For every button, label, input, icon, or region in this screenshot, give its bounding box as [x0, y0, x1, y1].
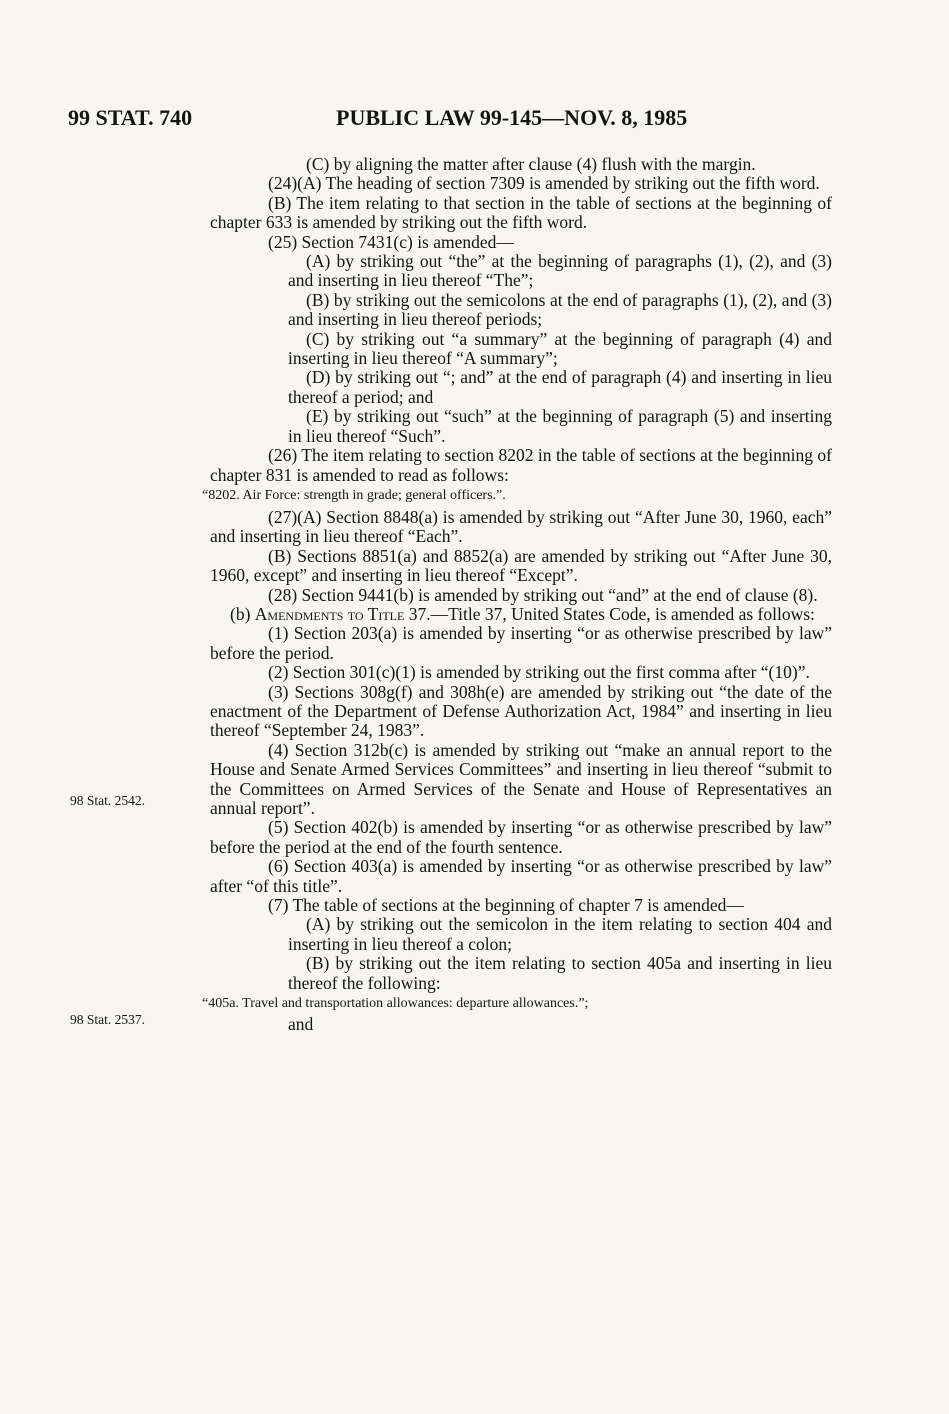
para-b3: (3) Sections 308g(f) and 308h(e) are amended by striking out “the date of the enactment of the Department of Defense Authorization Act, 1984” and inserting in lieu thereof “September 24, 1983”. — [210, 681, 832, 741]
para-25c-align: (C) by aligning the matter after clause (4) flush with the margin. — [306, 154, 756, 174]
para-b7b: (B) by striking out the item relating to section 405a and inserting in lieu thereof the following: — [288, 953, 832, 993]
para-24b: (B) The item relating to that section in the table of sections at the beginning of chapter 633 is amended by striking out the fifth word. — [210, 192, 832, 233]
para-b2: (2) Section 301(c)(1) is amended by striking out the first comma after “(10)”. — [268, 662, 810, 683]
para-28: (28) Section 9441(b) is amended by striking out “and” at the end of clause (8). — [268, 584, 818, 605]
para-25c: (C) by striking out “a summary” at the beginning of paragraph (4) and inserting in lieu thereof “A summary”; — [288, 328, 832, 369]
para-and: and — [288, 1014, 314, 1035]
para-25b: (B) by striking out the semicolons at the end of paragraphs (1), (2), and (3) and inserting in lieu thereof periods; — [288, 289, 832, 330]
para-26: (26) The item relating to section 8202 in the table of sections at the beginning of chapter 831 is amended to read as follows: — [210, 445, 832, 485]
para-24a: (24)(A) The heading of section 7309 is amended by striking out the fifth word. — [268, 173, 820, 194]
quoted-table-item-405a: “405a. Travel and transportation allowances: departure allowances.”; — [202, 996, 589, 1012]
subsection-b-text: 37.—Title 37, United States Code, is amended as follows: — [404, 603, 815, 624]
subsection-b-heading: Amendments to Title — [254, 603, 405, 624]
para-25a: (A) by striking out “the” at the beginning of paragraphs (1), (2), and (3) and inserting in lieu thereof “The”; — [288, 251, 832, 291]
document-body — [202, 154, 832, 1035]
margin-note-98-stat-2537: 98 Stat. 2537. — [70, 1012, 146, 1027]
para-27a: (27)(A) Section 8848(a) is amended by striking out “After June 30, 1960, each” and inserting in lieu thereof “Each”. — [210, 506, 832, 547]
para-b5: (5) Section 402(b) is amended by inserting “or as otherwise prescribed by law” before the period at the end of the fourth sentence. — [210, 817, 832, 857]
margin-note-98-stat-2542: 98 Stat. 2542. — [70, 793, 146, 808]
para-25d: (D) by striking out “; and” at the end of paragraph (4) and inserting in lieu thereof a period; and — [288, 367, 832, 407]
para-b7a: (A) by striking out the semicolon in the item relating to section 404 and inserting in lieu thereof a colon; — [288, 914, 832, 954]
para-b6: (6) Section 403(a) is amended by inserting “or as otherwise prescribed by law” after “of this title”. — [210, 856, 832, 896]
quoted-table-item-8202: “8202. Air Force: strength in grade; general officers.”. — [202, 487, 506, 503]
subsection-b-label: (b) — [230, 603, 255, 624]
subsection-b — [210, 605, 832, 624]
para-25: (25) Section 7431(c) is amended— — [268, 231, 514, 252]
stat-page-number: 99 STAT. 740 — [68, 105, 193, 130]
para-b7: (7) The table of sections at the beginning of chapter 7 is amended— — [268, 895, 744, 916]
para-b1: (1) Section 203(a) is amended by inserting “or as otherwise prescribed by law” before the period. — [210, 623, 832, 663]
public-law-title: PUBLIC LAW 99-145—NOV. 8, 1985 — [336, 105, 688, 130]
page-header — [68, 105, 768, 135]
para-27b: (B) Sections 8851(a) and 8852(a) are amended by striking out “After June 30, 1960, except” and inserting in lieu thereof “Except”. — [210, 545, 832, 586]
para-b4: (4) Section 312b(c) is amended by striking out “make an annual report to the House and Senate Armed Services Committees” and inserting in lieu thereof “submit to the Committees on Armed Services of the Senate and House of Representatives an annual report”. — [210, 739, 832, 818]
para-25e: (E) by striking out “such” at the beginning of paragraph (5) and inserting in lieu thereof “Such”. — [288, 406, 832, 446]
